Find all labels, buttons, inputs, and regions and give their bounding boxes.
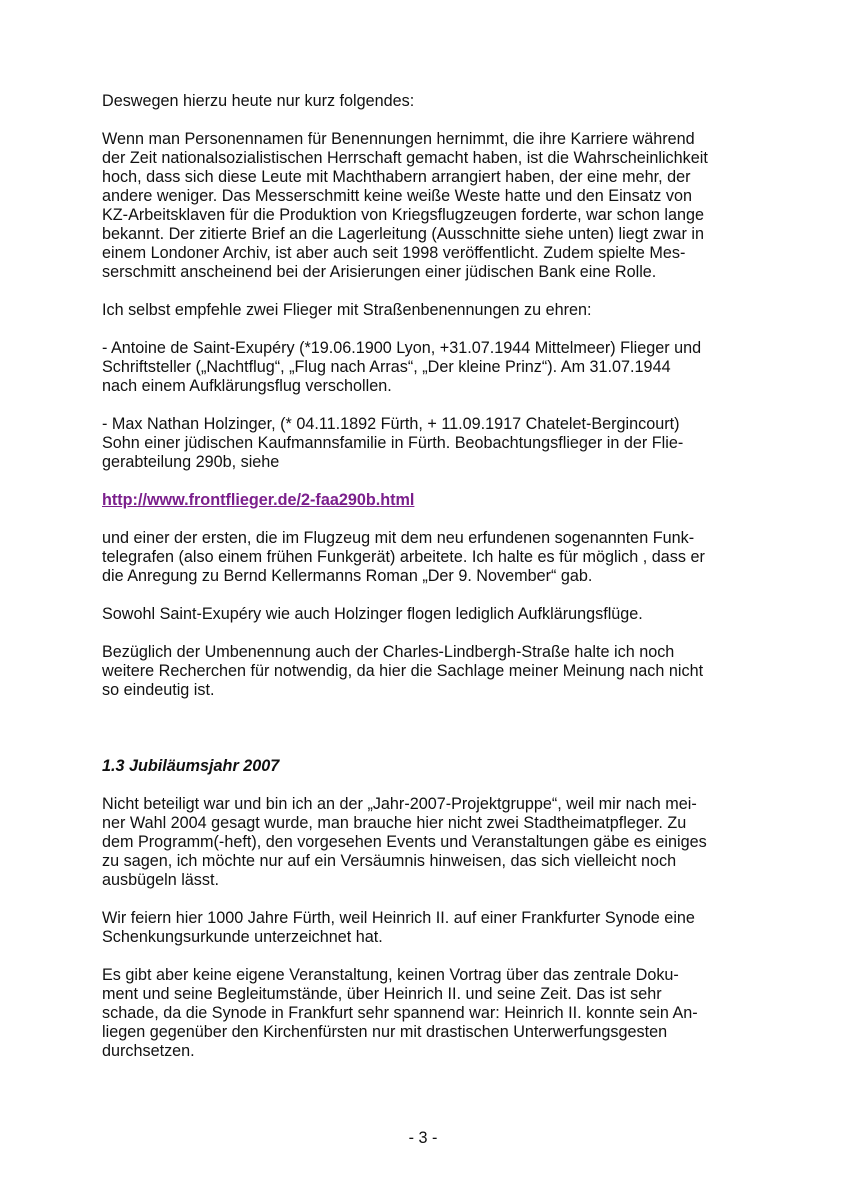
text-line: und einer der ersten, die im Flugzeug mit dem neu erfundenen sogenannten Funk- <box>102 529 695 547</box>
paragraph-reconnaissance: Sowohl Saint-Exupéry wie auch Holzinger flogen lediglich Aufklärungsflüge. <box>102 605 643 623</box>
paragraph-holzinger <box>102 415 752 472</box>
text-line: nach einem Aufklärungsflug verschollen. <box>102 377 392 395</box>
text-line: ner Wahl 2004 gesagt wurde, man brauche hier nicht zwei Stadtheimatpfleger. Zu <box>102 814 687 832</box>
paragraph-naming-history <box>102 130 752 282</box>
text-line: serschmitt anscheinend bei der Arisierungen einer jüdischen Bank eine Rolle. <box>102 263 657 281</box>
text-line: hoch, dass sich diese Leute mit Machthabern arrangiert haben, der eine mehr, der <box>102 168 691 186</box>
paragraph-synode <box>102 966 752 1061</box>
frontflieger-link[interactable]: http://www.frontflieger.de/2-faa290b.html <box>102 491 415 509</box>
paragraph-recommendation: Ich selbst empfehle zwei Flieger mit Straßenbenennungen zu ehren: <box>102 301 592 319</box>
page-content <box>102 92 752 1080</box>
paragraph-1000-jahre <box>102 909 752 947</box>
intro-paragraph: Deswegen hierzu heute nur kurz folgendes: <box>102 92 415 110</box>
text-line: die Anregung zu Bernd Kellermanns Roman „Der 9. November“ gab. <box>102 567 593 585</box>
text-line: weitere Recherchen für notwendig, da hier die Sachlage meiner Meinung nach nicht <box>102 662 704 680</box>
text-line: ment und seine Begleitumstände, über Heinrich II. und seine Zeit. Das ist sehr <box>102 985 662 1003</box>
text-line: Schriftsteller („Nachtflug“, „Flug nach Arras“, „Der kleine Prinz“). Am 31.07.1944 <box>102 358 671 376</box>
text-line: Sohn einer jüdischen Kaufmannsfamilie in Fürth. Beobachtungsflieger in der Flie- <box>102 434 684 452</box>
text-line: Wenn man Personennamen für Benennungen hernimmt, die ihre Karriere während <box>102 130 695 148</box>
text-line: KZ-Arbeitsklaven für die Produktion von Kriegsflugzeugen forderte, war schon lange <box>102 206 704 224</box>
paragraph-lindbergh <box>102 643 752 700</box>
text-line: Nicht beteiligt war und bin ich an der „Jahr-2007-Projektgruppe“, weil mir nach mei- <box>102 795 697 813</box>
paragraph-link <box>102 491 752 510</box>
text-line: Es gibt aber keine eigene Veranstaltung, keinen Vortrag über das zentrale Doku- <box>102 966 679 984</box>
text-line: liegen gegenüber den Kirchenfürsten nur mit drastischen Unterwerfungsgesten <box>102 1023 668 1041</box>
paragraph-funktelegraf <box>102 529 752 586</box>
text-line: schade, da die Synode in Frankfurt sehr spannend war: Heinrich II. konnte sein An- <box>102 1004 698 1022</box>
text-line: der Zeit nationalsozialistischen Herrschaft gemacht haben, ist die Wahrscheinlichkeit <box>102 149 708 167</box>
text-line: zu sagen, ich möchte nur auf ein Versäumnis hinweisen, das sich vielleicht noch <box>102 852 677 870</box>
text-line: Schenkungsurkunde unterzeichnet hat. <box>102 928 383 946</box>
text-line: bekannt. Der zitierte Brief an die Lagerleitung (Ausschnitte siehe unten) liegt zwar in <box>102 225 704 243</box>
text-line: gerabteilung 290b, siehe <box>102 453 280 471</box>
page-number: - 3 - <box>408 1129 438 1147</box>
paragraph-saint-exupery <box>102 339 752 396</box>
text-line: telegrafen (also einem frühen Funkgerät) arbeitete. Ich halte es für möglich , dass er <box>102 548 705 566</box>
section-heading: 1.3 Jubiläumsjahr 2007 <box>102 757 280 775</box>
text-line: durchsetzen. <box>102 1042 195 1060</box>
text-line: dem Programm(-heft), den vorgesehen Events und Veranstaltungen gäbe es einiges <box>102 833 707 851</box>
text-line: - Max Nathan Holzinger, (* 04.11.1892 Fürth, + 11.09.1917 Chatelet-Bergincourt) <box>102 415 680 433</box>
text-line: Wir feiern hier 1000 Jahre Fürth, weil Heinrich II. auf einer Frankfurter Synode eine <box>102 909 695 927</box>
text-line: so eindeutig ist. <box>102 681 215 699</box>
text-line: andere weniger. Das Messerschmitt keine weiße Weste hatte und den Einsatz von <box>102 187 692 205</box>
paragraph-projektgruppe <box>102 795 752 890</box>
text-line: - Antoine de Saint-Exupéry (*19.06.1900 Lyon, +31.07.1944 Mittelmeer) Flieger und <box>102 339 702 357</box>
text-line: ausbügeln lässt. <box>102 871 219 889</box>
text-line: Bezüglich der Umbenennung auch der Charles-Lindbergh-Straße halte ich noch <box>102 643 675 661</box>
text-line: einem Londoner Archiv, ist aber auch seit 1998 veröffentlicht. Zudem spielte Mes- <box>102 244 686 262</box>
